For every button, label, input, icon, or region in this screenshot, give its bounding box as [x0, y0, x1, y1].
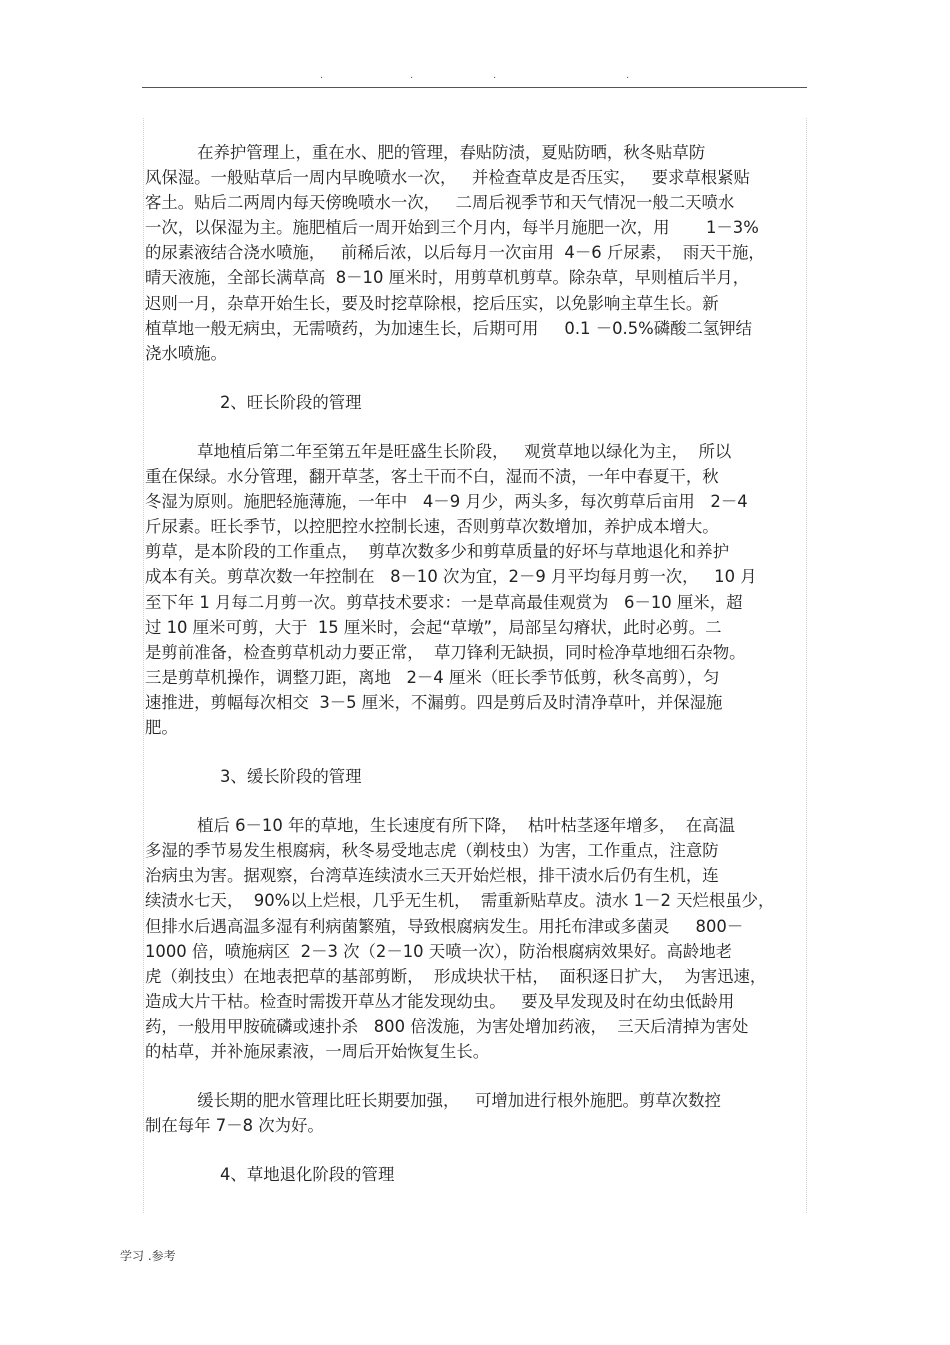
paragraph-line: 的枯草，并补施尿素液，一周后开始恢复生长。	[145, 1042, 490, 1061]
page-margin-line-left	[143, 118, 144, 1213]
paragraph-line: 1000 倍，喷施病区 2－3 次（2－10 天喷一次），防治根腐病效果好。高龄地老	[145, 941, 733, 961]
paragraph-gap	[145, 789, 820, 813]
paragraph-line: 的尿素液结合浇水喷施， 前稀后浓，以后每月一次亩用 4－6 斤尿素， 雨天干施，	[145, 243, 765, 263]
paragraph-gap	[145, 1064, 820, 1088]
paragraph-line: 续渍水七天， 90%以上烂根，几乎无生机， 需重新贴草皮。渍水 1－2 天烂根虽少，	[145, 891, 775, 911]
paragraph-line: 是剪前准备，检查剪草机动力要正常， 草刀锋利无缺损，同时检净草地细石杂物。	[145, 642, 746, 662]
paragraph-line: 过 10 厘米可剪，大于 15 厘米时，会起“草墩”，局部呈勾瘠状，此时必剪。二	[145, 617, 722, 637]
paragraph-line: 多湿的季节易发生根腐病，秋冬易受地志虎（剃枝虫）为害，工作重点，注意防	[145, 841, 719, 861]
paragraph-line: 重在保绿。水分管理，翻开草茎，客土干而不白，湿而不渍，一年中春夏干，秋	[145, 467, 719, 487]
paragraph-line: 迟则一月，杂草开始生长，要及时挖草除根，挖后压实，以免影响主草生长。新	[145, 293, 719, 313]
header-dots	[0, 74, 950, 84]
section-heading	[145, 764, 820, 789]
paragraph-line: 晴天液施，全部长满草高 8－10 厘米时，用剪草机剪草。除杂草，早则植后半月，	[145, 268, 750, 288]
paragraph-line: 风保湿。一般贴草后一周内早晚喷水一次， 并检查草皮是否压实， 要求草根紧贴	[145, 168, 750, 188]
paragraph-line: 成本有关。剪草次数一年控制在 8－10 次为宜，2－9 月平均每月剪一次， 10 月	[145, 567, 757, 587]
section-heading	[145, 390, 820, 415]
paragraph-line: 至下年 1 月每二月剪一次。剪草技术要求：一是草高最佳观赏为 6－10 厘米，超	[145, 592, 743, 612]
heading-text: 2、旺长阶段的管理	[220, 392, 362, 412]
paragraph-line: 植草地一般无病虫，无需喷药，为加速生长，后期可用 0.1 －0.5%磷酸二氢钾结	[145, 318, 753, 338]
paragraph-gap	[145, 366, 820, 390]
paragraph-line: 草地植后第二年至第五年是旺盛生长阶段， 观赏草地以绿化为主， 所以	[145, 441, 732, 461]
paragraph-line: 一次，以保湿为主。施肥植后一周开始到三个月内，每半月施肥一次，用 1－3%	[145, 218, 759, 238]
paragraph-gap	[145, 1138, 820, 1162]
header-dot: ·	[626, 73, 630, 84]
header-dot: ·	[320, 73, 324, 84]
header-rule	[142, 87, 807, 88]
paragraph-line: 制在每年 7－8 次为好。	[145, 1116, 324, 1136]
paragraph	[145, 439, 820, 740]
section-heading	[145, 1162, 820, 1187]
paragraph-line: 剪草，是本阶段的工作重点， 剪草次数多少和剪草质量的好坏与草地退化和养护	[145, 542, 730, 562]
paragraph-line: 客土。贴后二两周内每天傍晚喷水一次， 二周后视季节和天气情况一般二天喷水	[145, 193, 735, 213]
paragraph-line: 缓长期的肥水管理比旺长期要加强， 可增加进行根外施肥。剪草次数控	[145, 1091, 721, 1111]
document-body	[145, 140, 820, 1187]
paragraph-gap	[145, 415, 820, 439]
paragraph-line: 虎（剃技虫）在地表把草的基部剪断， 形成块状干枯， 面积逐日扩大， 为害迅速，	[145, 966, 767, 986]
paragraph-line: 造成大片干枯。检查时需拨开草丛才能发现幼虫。 要及早发现及时在幼虫低龄用	[145, 991, 735, 1011]
paragraph	[145, 813, 820, 1064]
heading-text: 3、缓长阶段的管理	[220, 767, 362, 787]
paragraph-line: 浇水喷施。	[145, 343, 227, 363]
header-dot: ·	[410, 73, 414, 84]
paragraph-line: 三是剪草机操作，调整刀距，离地 2－4 厘米（旺长季节低剪，秋冬高剪），匀	[145, 667, 720, 687]
paragraph-gap	[145, 740, 820, 764]
paragraph	[145, 140, 820, 366]
paragraph-line: 速推进，剪幅每次相交 3－5 厘米，不漏剪。四是剪后及时清净草叶，并保湿施	[145, 692, 723, 712]
paragraph-line: 但排水后遇高温多湿有利病菌繁殖，导致根腐病发生。用托布津或多菌灵 800－	[145, 916, 744, 936]
heading-text: 4、草地退化阶段的管理	[220, 1165, 395, 1185]
paragraph-line: 植后 6－10 年的草地，生长速度有所下降， 枯叶枯茎逐年增多， 在高温	[145, 816, 735, 836]
paragraph-line: 肥。	[145, 717, 178, 737]
paragraph-line: 冬湿为原则。施肥轻施薄施，一年中 4－9 月少，两头多，每次剪草后亩用 2－4	[145, 492, 748, 512]
paragraph-line: 斤尿素。旺长季节，以控肥控水控制长速，否则剪草次数增加，养护成本增大。	[145, 517, 719, 537]
paragraph	[145, 1088, 820, 1138]
paragraph-line: 在养护管理上，重在水、肥的管理，春贴防渍，夏贴防晒，秋冬贴草防	[145, 143, 706, 162]
paragraph-line: 治病虫为害。据观察，台湾草连续渍水三天开始烂根，排干渍水后仍有生机，连	[145, 866, 719, 886]
paragraph-line: 药，一般用甲胺硫磷或速扑杀 800 倍泼施，为害处增加药液， 三天后清掉为害处	[145, 1016, 749, 1036]
page-footer: 学习 .参考	[120, 1249, 176, 1263]
header-dot: ·	[493, 73, 497, 84]
